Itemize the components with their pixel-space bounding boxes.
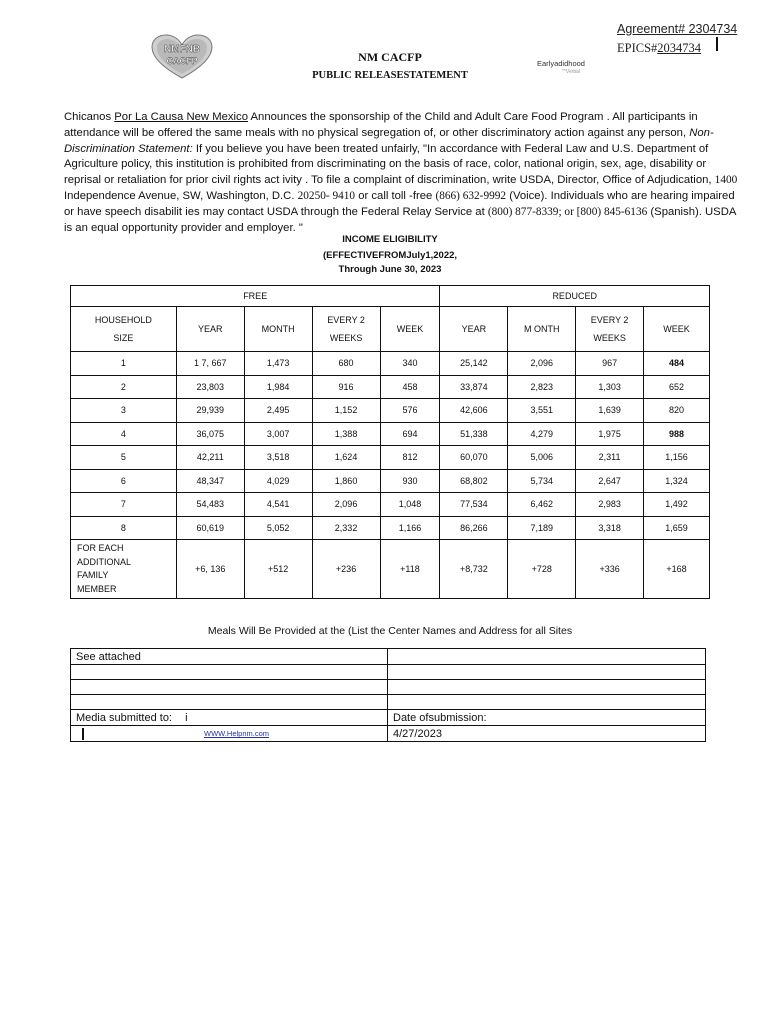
table-cell: 652: [644, 375, 710, 399]
agreement-number: Agreement# 2304734: [617, 22, 738, 36]
statement-part: 20250- 9410: [297, 189, 356, 202]
document-title: NM CACFP: [358, 50, 422, 64]
income-eligibility-table: [70, 285, 710, 599]
table-cell: 2,647: [576, 469, 644, 493]
table-cell: 5,734: [508, 469, 576, 493]
household-size-header: [71, 307, 177, 352]
table-cell: 1,166: [380, 516, 440, 540]
submission-label-row: [71, 710, 706, 726]
statement-part: Independence Avenue, SW, Washington, D.C.: [64, 189, 295, 202]
table-cell: 1,473: [244, 352, 312, 376]
table-cell: +118: [380, 540, 440, 599]
statement-part: (866) 632-9992: [435, 189, 507, 202]
table-cell: 1,975: [576, 422, 644, 446]
table-cell: 4,541: [244, 493, 312, 517]
table-cell: 5,006: [508, 446, 576, 470]
sponsorship-statement: [64, 110, 744, 236]
header-line: SIZE: [113, 333, 134, 343]
table-cell: +236: [312, 540, 380, 599]
table-row: [71, 516, 710, 540]
free-header: FREE: [71, 286, 440, 307]
table-cell: 988: [644, 422, 710, 446]
through-date: Through June 30, 2023: [338, 264, 442, 275]
table-cell: +6, 136: [176, 540, 244, 599]
table-cell: +168: [644, 540, 710, 599]
table-cell: 1,984: [244, 375, 312, 399]
free-month-header: MONTH: [244, 307, 312, 352]
site-name-field[interactable]: [71, 665, 388, 680]
table-cell: 42,211: [176, 446, 244, 470]
table-cell: 820: [644, 399, 710, 423]
statement-part: or call toll -free: [358, 189, 433, 202]
site-row: [71, 680, 706, 695]
date-of-submission-field[interactable]: 4/27/2023: [388, 726, 706, 742]
table-cell: 576: [380, 399, 440, 423]
site-name-field[interactable]: [71, 680, 388, 695]
header-line: EVERY 2: [590, 315, 629, 325]
meals-instructions: Meals Will Be Provided at the (List the Center Names and Address for all Sites: [207, 625, 573, 637]
table-cell: 812: [380, 446, 440, 470]
table-cell: 51,338: [440, 422, 508, 446]
mark-bar: [716, 37, 718, 51]
statement-part: Announces the sponsorship of the Child and Adult Care Food Program . All participants in attendance will be offered the same meals with no physical segregation of, or other discriminatory action against any person,: [64, 111, 698, 139]
free-week-header: WEEK: [380, 307, 440, 352]
table-cell: 2,096: [508, 352, 576, 376]
table-cell: 340: [380, 352, 440, 376]
media-submitted-label: [71, 710, 388, 726]
table-cell: 1,639: [576, 399, 644, 423]
table-cell: 25,142: [440, 352, 508, 376]
reduced-week-header: WEEK: [644, 307, 710, 352]
table-cell: 4,279: [508, 422, 576, 446]
table-cell: 2,983: [576, 493, 644, 517]
org-name-underlined: Por La Causa New Mexico: [114, 111, 248, 123]
table-cell: 1,492: [644, 493, 710, 517]
label-line: ADDITIONAL: [77, 556, 132, 567]
logo-text-bottom: CACFP: [166, 56, 198, 66]
table-cell: 60,619: [176, 516, 244, 540]
table-cell: 2,495: [244, 399, 312, 423]
site-address-field[interactable]: [388, 649, 706, 665]
site-row: [71, 665, 706, 680]
media-link[interactable]: WWW.Helpnm.com: [204, 729, 270, 739]
free-year-header: YEAR: [176, 307, 244, 352]
free-every2-header: [312, 307, 380, 352]
site-row: [71, 649, 706, 665]
table-cell: 42,606: [440, 399, 508, 423]
epics-number: [617, 41, 701, 56]
table-row: [71, 469, 710, 493]
table-cell: 2,096: [312, 493, 380, 517]
table-cell: 458: [380, 375, 440, 399]
table-cell: 54,483: [176, 493, 244, 517]
table-cell: 5,052: [244, 516, 312, 540]
table-cell: 1,303: [576, 375, 644, 399]
statement-part: 1400: [714, 174, 738, 187]
table-row: [71, 399, 710, 423]
table-cell: 930: [380, 469, 440, 493]
table-cell: 3: [71, 399, 177, 423]
table-row: [71, 493, 710, 517]
header-line: WEEKS: [329, 333, 363, 343]
table-cell: 4: [71, 422, 177, 446]
table-cell: 2,311: [576, 446, 644, 470]
income-eligibility-title: INCOME ELIGIBILITY: [342, 234, 438, 245]
table-cell: 1,624: [312, 446, 380, 470]
table-cell: 694: [380, 422, 440, 446]
table-cell: 77,534: [440, 493, 508, 517]
header-line: WEEKS: [593, 333, 626, 343]
table-cell: +728: [508, 540, 576, 599]
date-of-submission-label: Date ofsubmission:: [388, 710, 706, 726]
table-cell: +8,732: [440, 540, 508, 599]
table-cell: 1,860: [312, 469, 380, 493]
epics-label: EPICS#: [617, 41, 658, 55]
site-address-field[interactable]: [388, 665, 706, 680]
table-cell: 4,029: [244, 469, 312, 493]
media-submitted-field[interactable]: [71, 726, 388, 742]
table-cell: 5: [71, 446, 177, 470]
table-cell: 1: [71, 352, 177, 376]
table-cell: 36,075: [176, 422, 244, 446]
statement-part: If you believe you have been treated unfairly, "In accordance with Federal Law and U.S. Department of Agriculture policy, this institution is prohibited from discriminating on the basis of race, color, national origin, sex, age, disability or reprisal or retaliation for prior civil rights act ivity . To file a complaint of discrimination, write USDA, Director, Office of Adjudication,: [64, 142, 712, 187]
document-subtitle: PUBLIC RELEASESTATEMENT: [312, 70, 468, 81]
label-line: FAMILY: [77, 570, 109, 580]
table-cell: 680: [312, 352, 380, 376]
table-row: [71, 446, 710, 470]
reduced-header: REDUCED: [440, 286, 710, 307]
header-line: HOUSEHOLD: [94, 315, 152, 325]
table-cell: 1,048: [380, 493, 440, 517]
site-row: [71, 695, 706, 710]
table-cell: 7: [71, 493, 177, 517]
table-cell: +336: [576, 540, 644, 599]
table-cell: +512: [244, 540, 312, 599]
effective-date: (EFFECTIVEFROMJuly1,2022,: [322, 250, 458, 261]
label-line: MEMBER: [77, 583, 117, 594]
table-cell: 1,152: [312, 399, 380, 423]
submission-value-row: [71, 726, 706, 742]
media-mark: i: [185, 711, 188, 724]
early-childhood-stamp: Earlyadidhood: [537, 59, 585, 68]
table-cell: 7,189: [508, 516, 576, 540]
table-row: [71, 375, 710, 399]
table-cell: 33,874: [440, 375, 508, 399]
table-cell: 6: [71, 469, 177, 493]
table-cell: 2,332: [312, 516, 380, 540]
site-name-field[interactable]: See attached: [71, 649, 388, 665]
non-discrimination-label: Non-Discrimination Statement:: [64, 126, 714, 155]
table-row-additional-member: [71, 540, 710, 599]
media-label-text: Media submitted to:: [76, 711, 172, 724]
table-cell: 967: [576, 352, 644, 376]
statement-part: (800) 877-8339; or [800) 845-6136: [487, 205, 648, 218]
nmcacfp-logo: [150, 34, 214, 80]
reduced-year-header: YEAR: [440, 307, 508, 352]
table-cell: 8: [71, 516, 177, 540]
site-address-field[interactable]: [388, 695, 706, 710]
table-row: [71, 352, 710, 376]
site-address-field[interactable]: [388, 680, 706, 695]
table-cell: 1,388: [312, 422, 380, 446]
table-cell: 2,823: [508, 375, 576, 399]
statement-part: (Voice). Individuals who are hearing impaired or have speech disabilit ies may contact USDA through the Federal Relay Service at: [64, 189, 735, 218]
reduced-every2-header: [576, 307, 644, 352]
site-name-field[interactable]: [71, 695, 388, 710]
table-cell: 3,518: [244, 446, 312, 470]
table-cell: 3,318: [576, 516, 644, 540]
statement-part: (Spanish). USDA is an equal opportunity provider and employer. ": [64, 205, 736, 234]
table-cell: 68,802: [440, 469, 508, 493]
table-cell: 60,070: [440, 446, 508, 470]
table-cell: 1,156: [644, 446, 710, 470]
table-cell: 1,324: [644, 469, 710, 493]
header-line: EVERY 2: [327, 315, 365, 325]
table-cell: 484: [644, 352, 710, 376]
sites-table: [70, 648, 706, 742]
logo-text-top: NMFNB: [163, 44, 201, 55]
table-cell: 3,551: [508, 399, 576, 423]
additional-member-label: [71, 540, 177, 599]
table-cell: 916: [312, 375, 380, 399]
reduced-month-header: M ONTH: [508, 307, 576, 352]
table-cell: 23,803: [176, 375, 244, 399]
table-cell: 3,007: [244, 422, 312, 446]
early-childhood-substamp: **Verbal: [562, 69, 581, 75]
label-line: FOR EACH: [77, 543, 124, 553]
table-cell: 1,659: [644, 516, 710, 540]
table-cell: 29,939: [176, 399, 244, 423]
epics-value: 2034734: [657, 41, 702, 55]
table-cell: 6,462: [508, 493, 576, 517]
table-row: [71, 422, 710, 446]
table-cell: 48,347: [176, 469, 244, 493]
table-cell: 2: [71, 375, 177, 399]
table-cell: 86,266: [440, 516, 508, 540]
org-name: Chicanos: [64, 111, 112, 123]
table-cell: 1 7, 667: [176, 352, 244, 376]
